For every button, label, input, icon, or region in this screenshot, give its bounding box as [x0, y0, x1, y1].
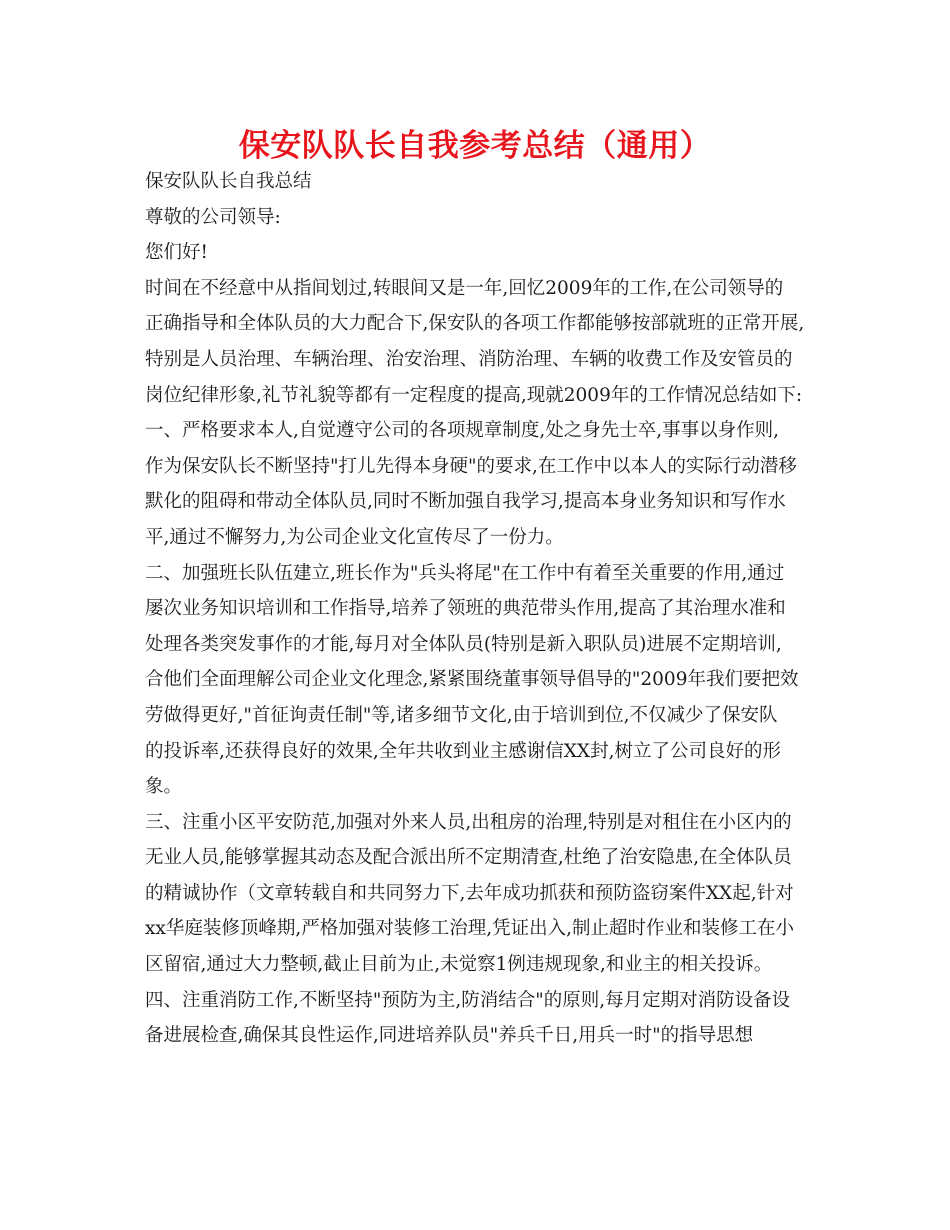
- body-line: 正确指导和全体队员的大力配合下,保安队的各项工作都能够按部就班的正常开展,: [145, 313, 805, 335]
- body-line: 四、注重消防工作,不断坚持"预防为主,防消结合"的原则,每月定期对消防设备设: [145, 989, 791, 1011]
- body-line: 默化的阻碍和带动全体队员,同时不断加强自我学习,提高本身业务知识和写作水: [145, 491, 786, 513]
- body-line: 合他们全面理解公司企业文化理念,紧紧围绕董事领导倡导的"2009年我们要把效: [145, 669, 799, 691]
- body-line: 的精诚协作（文章转载自和共同努力下,去年成功抓获和预防盗窃案件XX起,针对: [145, 882, 794, 904]
- body-line: 平,通过不懈努力,为公司企业文化宣传尽了一份力。: [145, 526, 564, 548]
- body-line: 时间在不经意中从指间划过,转眼间又是一年,回忆2009年的工作,在公司领导的: [145, 277, 784, 299]
- body-line: 岗位纪律形象,礼节礼貌等都有一定程度的提高,现就2009年的工作情况总结如下:: [145, 384, 803, 406]
- body-line: 区留宿,通过大力整顿,截止目前为止,未觉察1例违规现象,和业主的相关投诉。: [145, 954, 773, 976]
- body-line: 保安队队长自我总结: [145, 171, 312, 192]
- body-line: 备进展检查,确保其良性运作,同进培养队员"养兵千日,用兵一时"的指导思想: [145, 1025, 754, 1047]
- body-line: 二、加强班长队伍建立,班长作为"兵头将尾"在工作中有着至关重要的作用,通过: [145, 562, 785, 584]
- body-line: 尊敬的公司领导:: [145, 206, 281, 228]
- document-body: [145, 164, 815, 1054]
- body-line: 劳做得更好,"首征询责任制"等,诸多细节文化,由于培训到位,不仅减少了保安队: [145, 704, 778, 726]
- body-line: 一、严格要求本人,自觉遵守公司的各项规章制度,处之身先士卒,事事以身作则,: [145, 420, 780, 442]
- body-line: 三、注重小区平安防范,加强对外来人员,出租房的治理,特别是对租住在小区内的: [145, 811, 792, 833]
- body-line: 无业人员,能够掌握其动态及配合派出所不定期清查,杜绝了治安隐患,在全体队员: [145, 847, 792, 869]
- body-line: 象。: [145, 776, 183, 798]
- body-line: 作为保安队长不断坚持"打儿先得本身硬"的要求,在工作中以本人的实际行动潜移: [145, 455, 797, 477]
- body-line: 处理各类突发事作的才能,每月对全体队员(特别是新入职队员)进展不定期培训,: [145, 633, 782, 655]
- body-line: xx华庭装修顶峰期,严格加强对装修工治理,凭证出入,制止超时作业和装修工在小: [145, 918, 795, 940]
- document-title: 保安队队长自我参考总结（通用）: [238, 128, 712, 164]
- body-line: 屡次业务知识培训和工作指导,培养了领班的典范带头作用,提高了其治理水准和: [145, 598, 786, 620]
- body-line: 您们好!: [145, 242, 208, 264]
- body-line: 的投诉率,还获得良好的效果,全年共收到业主感谢信XX封,树立了公司良好的形: [145, 740, 781, 762]
- body-line: 特别是人员治理、车辆治理、治安治理、消防治理、车辆的收费工作及安管员的: [145, 348, 793, 370]
